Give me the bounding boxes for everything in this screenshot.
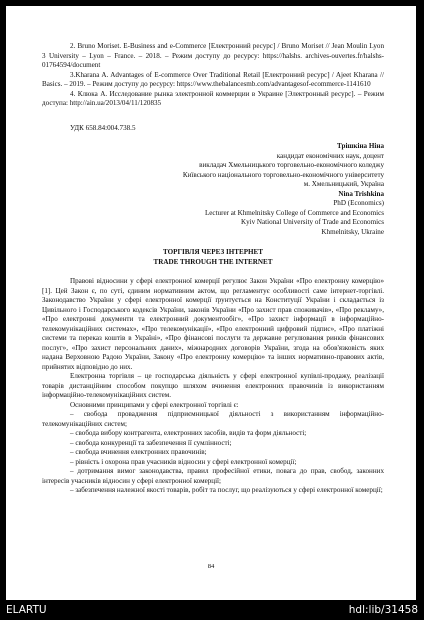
article-body xyxy=(42,277,384,496)
author-line: викладач Хмельницького торговельно-економічного коледжу xyxy=(199,161,384,169)
document-page xyxy=(6,6,416,600)
author-name-ua: Трішкіна Ніна xyxy=(337,142,384,150)
author-line: Lecturer at Khmelnitsky College of Commerce and Economics xyxy=(204,208,384,217)
reference-list xyxy=(42,42,384,109)
body-paragraph: Електронна торгівля – це господарська діяльність у сфері електронної купівлі-продажу, реалізації товарів дистанційним способом покупцю шляхом вчинення електронних правочинів із використанням інформаційно-телекомунікаційних систем. xyxy=(42,372,384,399)
repository-name[interactable]: ELARTU xyxy=(6,604,47,616)
author-name-en: Nina Trishkina xyxy=(338,189,384,198)
author-line: м. Хмельницький, Україна xyxy=(303,180,384,188)
author-block-ua xyxy=(42,142,384,190)
reference-item: 2. Bruno Moriset. E-Business and e-Commerce [Електронний ресурс] / Bruno Moriset // Jean Moulin Lyon 3 University – Lyon – France. – 2018. – Режим доступу до ресурсу: https://halshs. archives-ouvertes.fr/halshs-01764594/document xyxy=(42,42,384,69)
author-line: Khmelnitsky, Ukraine xyxy=(321,227,384,236)
page-number: 84 xyxy=(207,563,215,570)
author-line: кандидат економічних наук, доцент xyxy=(276,151,384,160)
list-item: – свобода провадження підприємницької діяльності з використанням інформаційно-телекомунікаційних систем; xyxy=(42,410,384,428)
author-line: Kyiv National University of Trade and Economics xyxy=(240,218,384,226)
author-line: PhD (Economics) xyxy=(333,199,384,207)
article-title xyxy=(42,248,384,267)
body-paragraph: Основними принципами у сфері електронної торгівлі є: xyxy=(70,400,239,409)
list-item: – забезпечення належної якості товарів, робіт та послуг, що реалізуються у сфері електронної комерції; xyxy=(70,486,383,494)
list-item: – рівність і охорона прав учасників відносин у сфері електронної комерції; xyxy=(70,457,297,466)
body-paragraph: Правові відносини у сфері електронної комерції регулює Закон України «Про електронну комерцію» [1]. Цей Закон є, по суті, єдиним нормативним актом, що регламентує особливості саме інтернет-торгівлі. Законодавство України у сфері електронної комерції ґрунтується на Конституції України і складається із Цивільного і Господарського кодексів України, законів України «Про захист прав споживачів», «Про рекламу», «Про електронні документи та електронний документообіг», «Про захист інформації в інформаційно-телекомунікаційних системах», «Про телекомунікації», «Про електронний цифровий підпис», «Про платіжні системи та переказ коштів в Україні», «Про фінансові послуги та державне регулювання ринків фінансових послуг», «Про захист персональних даних», міжнародних договорів України, згода на обов'язковість яких надана Верховною Радою України, Закону «Про електронну комерцію» та інших нормативно-правових актів, прийнятих відповідно до них. xyxy=(42,277,384,371)
handle-id[interactable]: hdl:lib/31458 xyxy=(348,604,418,616)
list-item: – дотримання вимог законодавства, правил професійної етики, повага до прав, свобод, законних інтересів учасників відносин у сфері електронної комерції; xyxy=(42,467,384,485)
title-ua: ТОРГІВЛЯ ЧЕРЕЗ ІНТЕРНЕТ xyxy=(162,248,264,256)
title-en: TRADE THROUGH THE INTERNET xyxy=(153,257,273,266)
reference-item: 4. Клюка А. Исследование рынка электронной коммерции в Украине [Электронный ресурс]. – Режим доступа: http://ain.ua/2013/04/11/120835 xyxy=(42,89,384,107)
list-item: – свобода конкуренції та забезпечення її сумлінності; xyxy=(70,438,232,447)
author-line: Київського національного торговельно-економічного університету xyxy=(182,170,384,179)
list-item: – свобода вибору контрагента, електронних засобів, видів та форм діяльності; xyxy=(70,429,307,437)
author-block-en xyxy=(42,190,384,238)
list-item: – свобода вчинення електронних правочинів; xyxy=(70,448,207,456)
udk-code: УДК 658.84:004.738.5 xyxy=(70,123,136,132)
repository-footer xyxy=(0,600,424,620)
reference-item: 3.Kharana A. Advantages of E-commerce Over Traditional Retail [Електронний ресурс] / Ajeet Kharana // Basics. – 2019. – Режим доступу до ресурсу: https://www.thebalancesmb.com/advantagesof-ecommerce-1141610 xyxy=(42,70,384,88)
